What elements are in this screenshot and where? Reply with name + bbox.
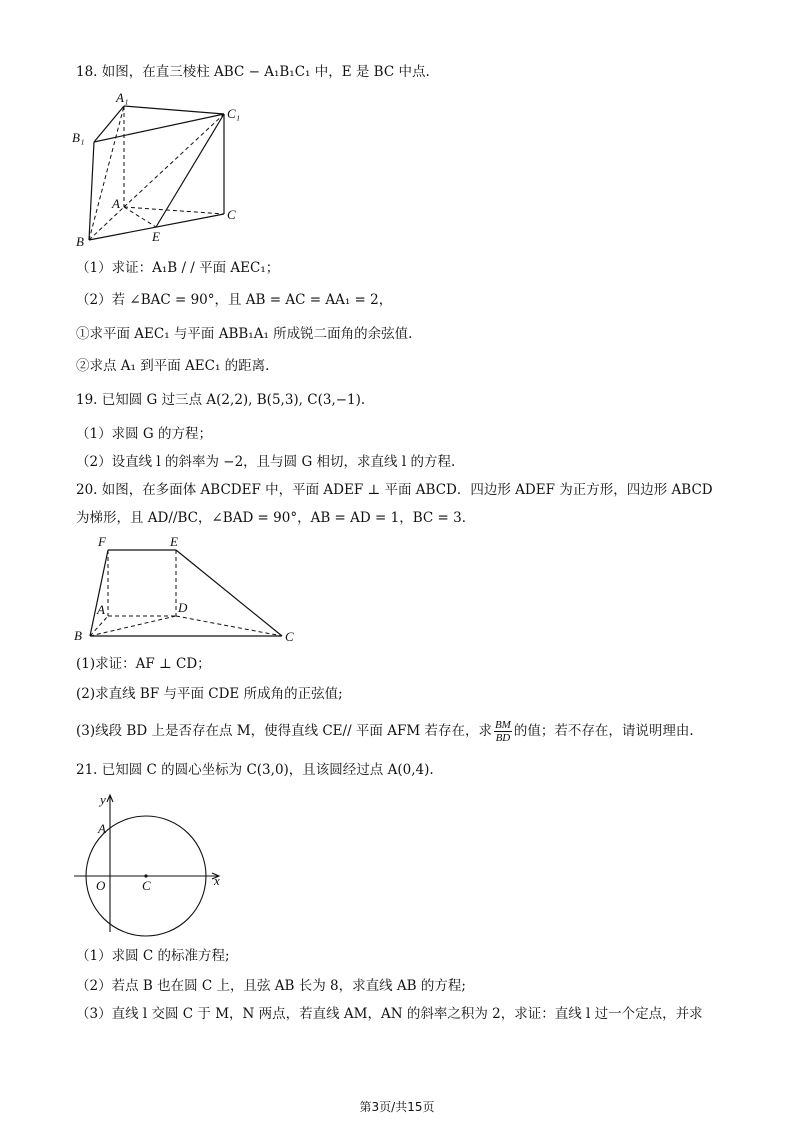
fraction-denominator: BD [495, 732, 511, 744]
label-B1: B₁ [72, 130, 85, 145]
q18-part1: （1）求证：A₁B / / 平面 AEC₁； [76, 260, 280, 276]
q21-part2: （2）若点 B 也在圆 C 上，且弦 AB 长为 8，求直线 AB 的方程; [76, 978, 466, 994]
q21-part1: （1）求圆 C 的标准方程; [76, 948, 230, 964]
q20-part3-a: (3)线段 BD 上是否存在点 M，使得直线 CE// 平面 AFM 若存在，求 [76, 723, 492, 739]
q20-stem-line2: 为梯形，且 AD//BC，∠BAD = 90°，AB = AD = 1，BC = 3． [76, 510, 476, 526]
q18-prism-figure [70, 90, 250, 250]
label-C1: C₁ [227, 106, 241, 121]
label-x: x [214, 873, 220, 888]
label-O: O [96, 878, 106, 893]
label-E: E [170, 534, 178, 549]
label-A1: A₁ [116, 90, 129, 105]
q21-circle-figure [70, 790, 230, 940]
label-C: C [285, 629, 294, 644]
q21-part3: （3）直线 l 交圆 C 于 M，N 两点，若直线 AM，AN 的斜率之积为 2，求证：直线 l 过一个定点，并求 [76, 1006, 703, 1022]
q18-part2-sub1: ①求平面 AEC₁ 与平面 ABB₁A₁ 所成锐二面角的余弦值. [76, 326, 413, 342]
label-A: A [97, 602, 105, 617]
label-C: C [142, 878, 151, 893]
q18-part2-sub2: ②求点 A₁ 到平面 AEC₁ 的距离. [76, 358, 270, 374]
label-E: E [152, 229, 160, 244]
label-F: F [98, 534, 106, 549]
q21-stem: 21. 已知圆 C 的圆心坐标为 C(3,0)，且该圆经过点 A(0,4). [76, 762, 434, 778]
q18-stem: 18. 如图，在直三棱柱 ABC − A₁B₁C₁ 中，E 是 BC 中点. [76, 64, 430, 80]
q20-part2: (2)求直线 BF 与平面 CDE 所成角的正弦值; [76, 686, 343, 702]
label-C: C [227, 207, 236, 222]
q20-stem-line1: 20. 如图，在多面体 ABCDEF 中，平面 ADEF ⊥ 平面 ABCD．四边形 ADEF 为正方形，四边形 ABCD [76, 482, 713, 498]
q19-stem: 19. 已知圆 G 过三点 A(2,2), B(5,3), C(3,−1). [76, 392, 366, 408]
fraction-bm-bd [494, 719, 512, 744]
q20-polyhedron-figure [70, 532, 310, 647]
q18-part2: （2）若 ∠BAC = 90°，且 AB = AC = AA₁ = 2， [76, 292, 393, 308]
label-y: y [100, 792, 106, 807]
q20-part3-b: 的值；若不存在，请说明理由. [513, 723, 694, 739]
label-A: A [98, 821, 106, 836]
q19-part1: （1）求圆 G 的方程； [76, 426, 212, 442]
fraction-numerator: BM [494, 719, 511, 731]
label-D: D [178, 600, 188, 615]
label-B: B [76, 234, 84, 249]
q20-part1: (1)求证：AF ⊥ CD； [76, 656, 211, 672]
label-A: A [112, 196, 120, 211]
page-footer: 第3页/共15页 [359, 1100, 435, 1114]
q20-part3 [76, 716, 694, 746]
q19-part2: （2）设直线 l 的斜率为 −2，且与圆 G 相切，求直线 l 的方程. [76, 454, 456, 470]
label-B: B [74, 628, 82, 643]
